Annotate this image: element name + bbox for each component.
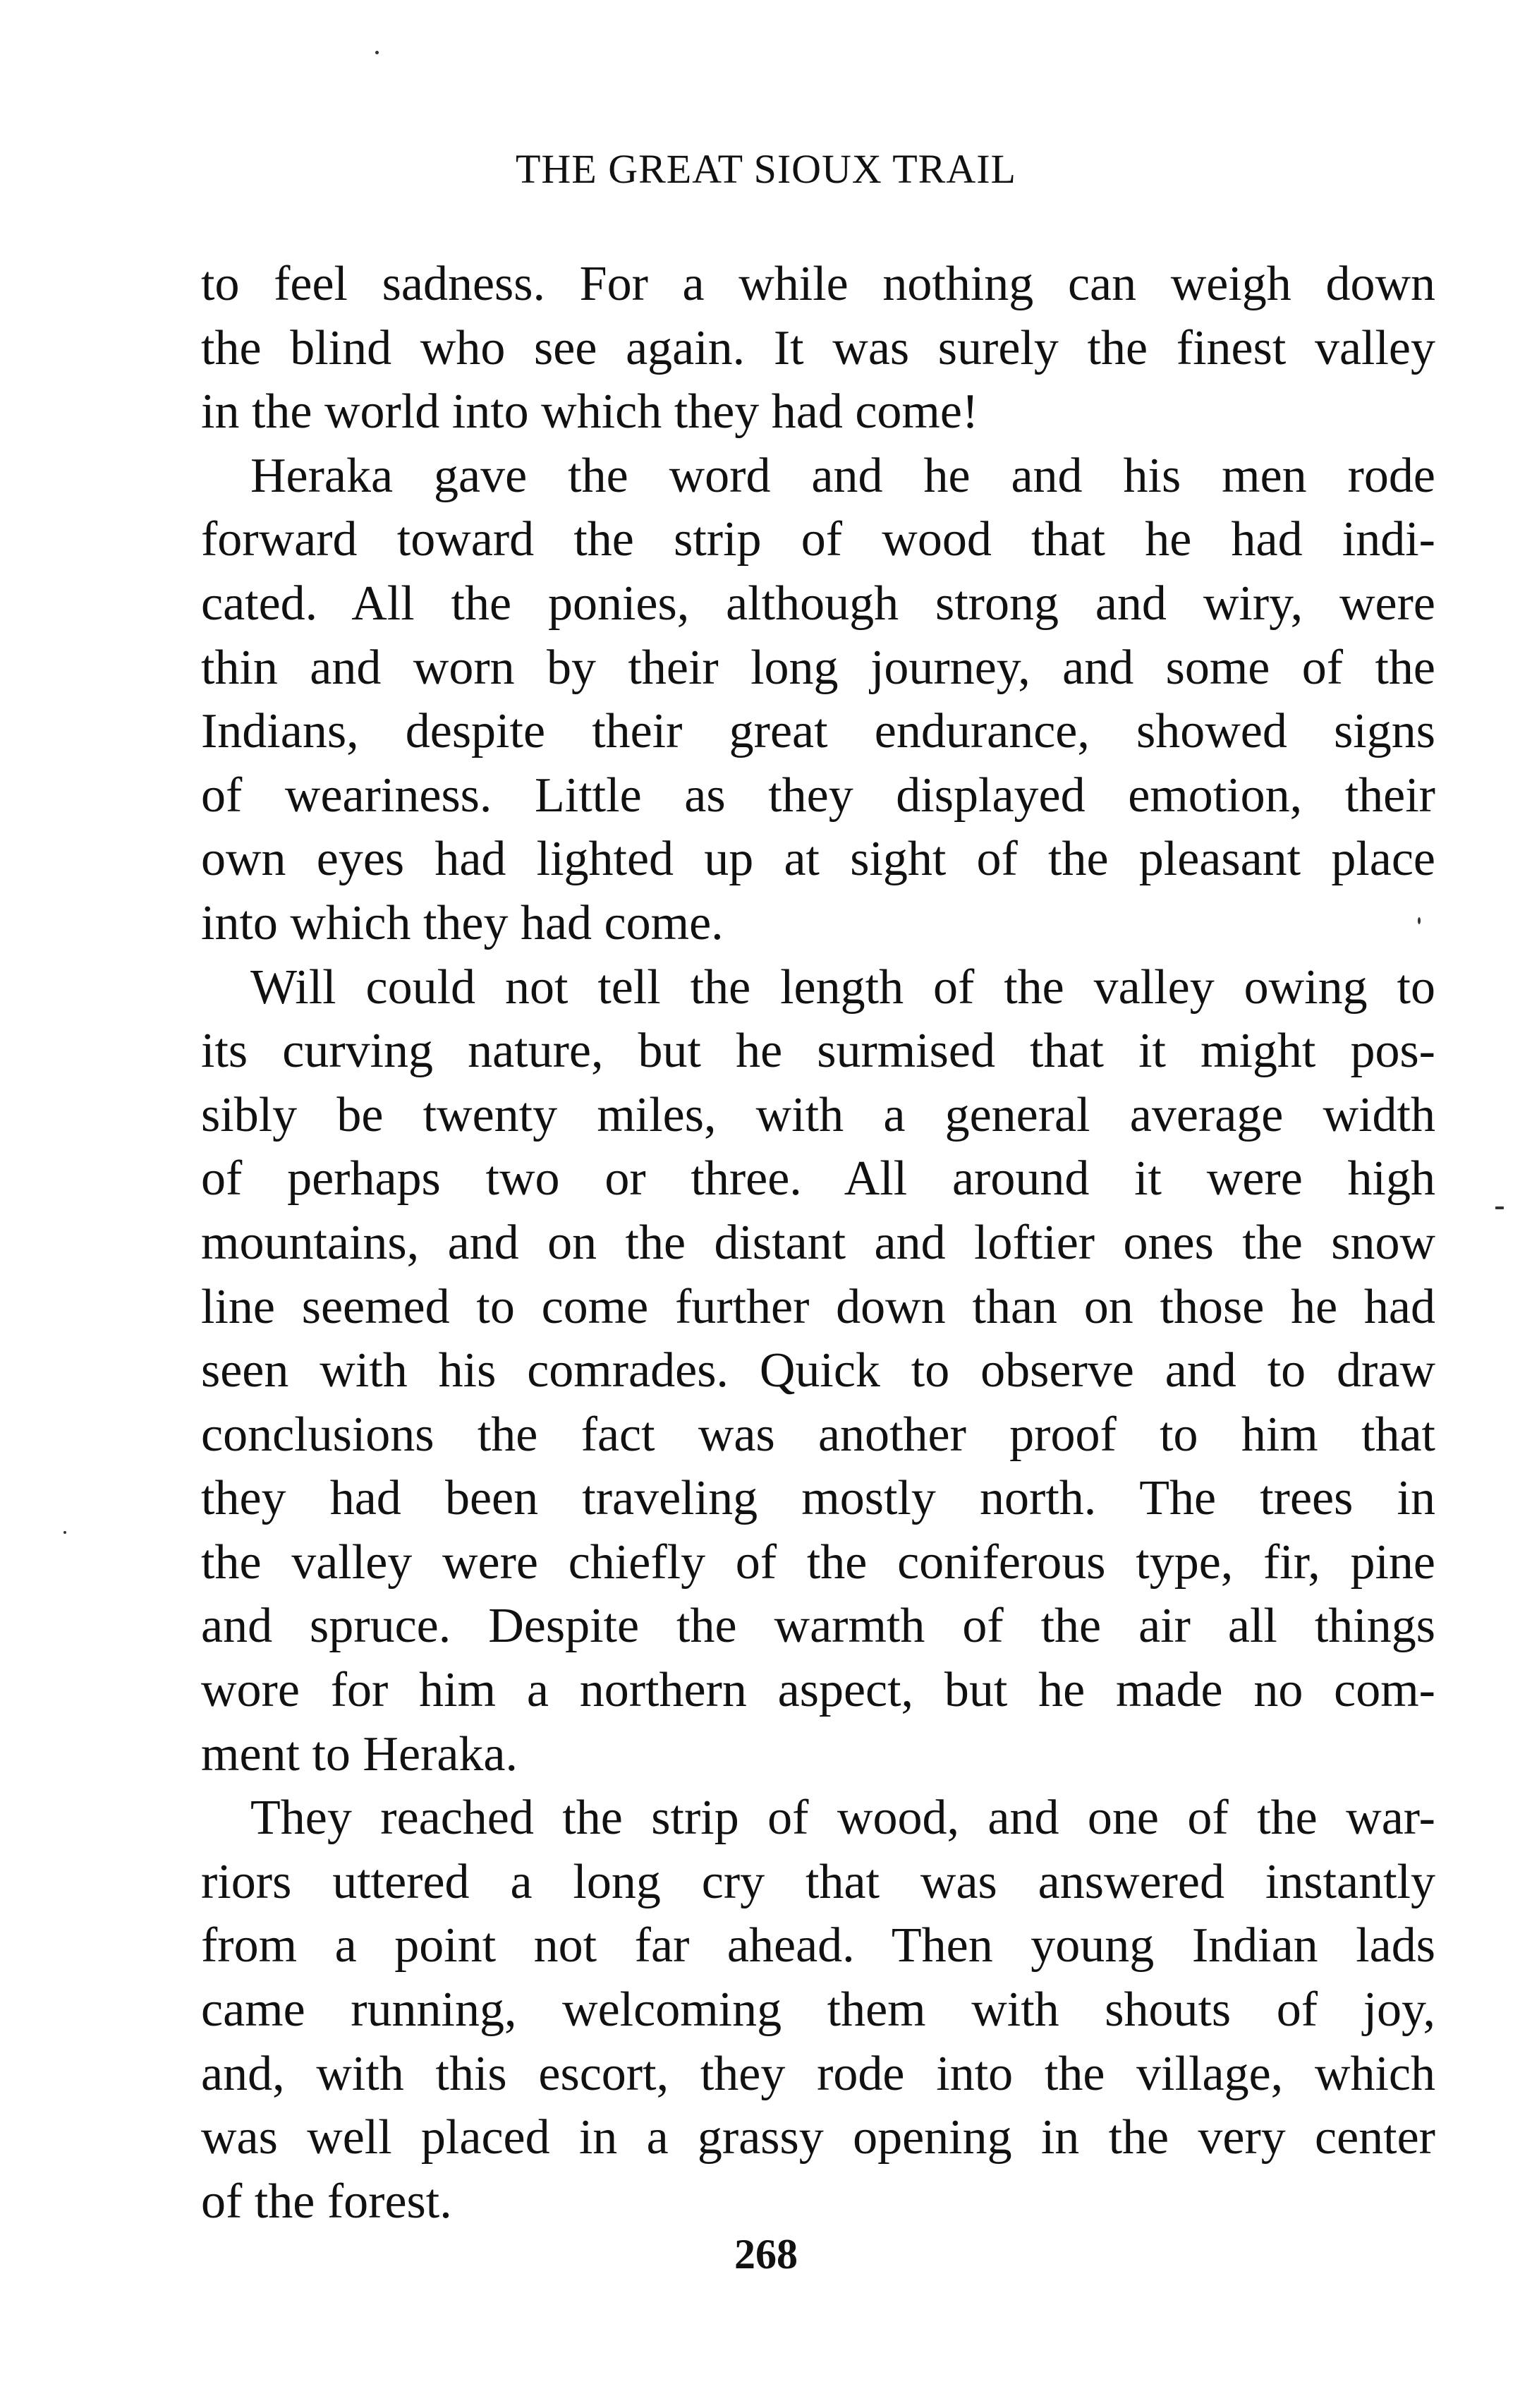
text-line: Indians, despite their great endurance, showed signs — [201, 704, 1435, 759]
text-line: and, with this escort, they rode into the village, which — [201, 2046, 1435, 2101]
text-line: forward toward the strip of wood that he had indi- — [201, 512, 1435, 567]
text-line: Will could not tell the length of the valley owing to — [250, 960, 1435, 1015]
running-head: THE GREAT SIOUX TRAIL — [515, 146, 1016, 192]
text-line: its curving nature, but he surmised that it might pos- — [201, 1024, 1435, 1079]
text-line: mountains, and on the distant and loftier ones the snow — [201, 1215, 1435, 1270]
text-line: and spruce. Despite the warmth of the air all things — [201, 1599, 1435, 1654]
text-line: wore for him a northern aspect, but he made no com- — [201, 1663, 1435, 1718]
text-line: was well placed in a grassy opening in the very center — [201, 2110, 1435, 2165]
text-line: line seemed to come further down than on those he had — [201, 1279, 1435, 1334]
text-line: Heraka gave the word and he and his men rode — [250, 448, 1435, 503]
text-line: riors uttered a long cry that was answered instantly — [201, 1854, 1435, 1909]
text-line: they had been traveling mostly north. The trees in — [201, 1471, 1435, 1526]
text-line: to feel sadness. For a while nothing can weigh down — [201, 257, 1435, 311]
text-line: conclusions the fact was another proof to him that — [201, 1407, 1435, 1462]
text-line: of the forest. — [201, 2174, 452, 2229]
paragraph — [201, 444, 1435, 956]
scan-speck — [375, 51, 379, 54]
text-line: ment to Heraka. — [201, 1726, 518, 1781]
text-line: the blind who see again. It was surely the finest valley — [201, 320, 1435, 375]
text-line: of perhaps two or three. All around it were high — [201, 1151, 1435, 1206]
text-line: of weariness. Little as they displayed emotion, their — [201, 768, 1435, 823]
scan-speck — [63, 1531, 66, 1534]
text-line: came running, welcoming them with shouts of joy, — [201, 1983, 1435, 2038]
text-line: They reached the strip of wood, and one of the war- — [250, 1791, 1435, 1846]
text-line: sibly be twenty miles, with a general average width — [201, 1087, 1435, 1142]
scan-speck — [1495, 1206, 1504, 1209]
paragraph — [201, 1786, 1435, 2234]
paragraph — [201, 253, 1435, 444]
paragraph — [201, 956, 1435, 1787]
text-line: from a point not far ahead. Then young Indian lads — [201, 1918, 1435, 1973]
text-line: cated. All the ponies, although strong and wiry, were — [201, 576, 1435, 631]
body-text — [201, 253, 1435, 2234]
scan-speck — [1418, 917, 1421, 924]
text-line: into which they had come. — [201, 895, 724, 950]
text-line: in the world into which they had come! — [201, 385, 979, 440]
text-line: seen with his comrades. Quick to observe and to draw — [201, 1343, 1435, 1398]
text-line: own eyes had lighted up at sight of the pleasant place — [201, 832, 1435, 887]
text-line: the valley were chiefly of the coniferous type, fir, pine — [201, 1535, 1435, 1590]
page-number: 268 — [734, 2231, 798, 2277]
text-line: thin and worn by their long journey, and some of the — [201, 640, 1435, 695]
